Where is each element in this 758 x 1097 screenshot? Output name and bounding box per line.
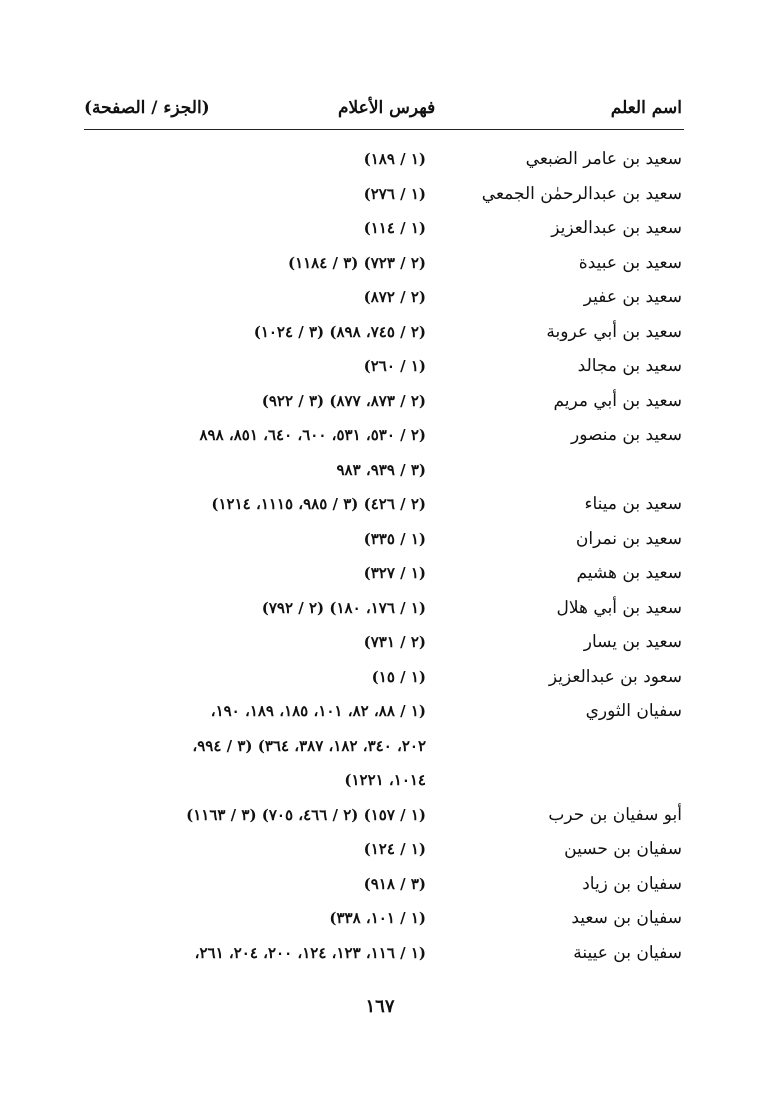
reference-line: (١ / ٨٨، ٨٢، ١٠١، ١٨٥، ١٨٩، ١٩٠،: [210, 702, 426, 720]
entry-references: [84, 384, 426, 419]
reference-line: (١ / ٢٦٠): [363, 357, 426, 375]
index-entry: [84, 487, 684, 522]
reference-line: (١ / ١٥): [371, 667, 426, 686]
index-entry: [84, 211, 684, 246]
header-divider: [84, 129, 684, 130]
entry-name: أبو سفيان بن حرب: [548, 804, 682, 825]
entry-name: سفيان بن زياد: [582, 873, 682, 894]
index-entry: [84, 522, 684, 557]
entry-name: سعيد بن عبيدة: [578, 252, 682, 273]
entry-references: [84, 522, 426, 557]
entry-references: [84, 936, 426, 971]
index-entry: [84, 177, 684, 212]
index-entry: [84, 591, 684, 626]
entry-name: سعيد بن منصور: [571, 425, 682, 445]
entry-name: سعيد بن نمران: [575, 528, 682, 549]
reference-line: (١ / ١٨٩): [363, 150, 426, 168]
reference-line: (٣ / ٩٣٩، ٩٨٣: [336, 460, 426, 479]
entry-references: [84, 901, 426, 936]
entry-name: سعود بن عبدالعزيز: [548, 666, 682, 687]
entry-references: [84, 211, 426, 246]
index-entry: [84, 660, 684, 695]
index-entry: [84, 142, 684, 177]
reference-line: (١ / ١٠١، ٣٣٨): [329, 909, 426, 927]
entry-references: [84, 591, 426, 626]
reference-line: ١٠١٤، ١٢٢١): [344, 771, 426, 789]
entry-references: [84, 556, 426, 591]
reference-line: (٢ / ٧٤٥، ٨٩٨) (٣ / ١٠٢٤): [253, 322, 426, 341]
entry-name: سعيد بن عامر الضبعي: [525, 149, 682, 169]
entry-references: [84, 694, 426, 798]
reference-line: (١ / ١٢٤): [363, 840, 426, 858]
index-entry: [84, 625, 684, 660]
reference-line: (٢ / ٨٧٣، ٨٧٧) (٣ / ٩٢٢): [261, 391, 426, 410]
index-entry: [84, 936, 684, 971]
reference-line: (١ / ٢٧٦): [363, 184, 426, 203]
index-entry: [84, 384, 684, 419]
reference-line: (١ / ١٧٦، ١٨٠) (٢ / ٧٩٢): [261, 598, 426, 617]
entry-references: [84, 798, 426, 833]
entry-name: سفيان بن حسين: [564, 839, 682, 859]
reference-line: (١ / ١٥٧) (٢ / ٤٦٦، ٧٠٥) (٣ / ١١٦٣): [186, 805, 426, 824]
reference-line: (٣ / ٩١٨): [363, 874, 426, 893]
page-title: فهرس الأعلام: [338, 98, 436, 118]
index-entry: [84, 349, 684, 384]
reference-line: (٢ / ٤٢٦) (٣ / ٩٨٥، ١١١٥، ١٢١٤): [211, 495, 426, 513]
entry-name: سعيد بن أبي هلال: [556, 597, 682, 618]
entry-references: [84, 142, 426, 177]
entry-name: سعيد بن يسار: [583, 632, 682, 652]
index-entry: [84, 867, 684, 902]
page-number: ١٦٧: [365, 996, 395, 1017]
entry-references: [84, 280, 426, 315]
entry-name: سعيد بن عبدالرحمٰن الجمعي: [481, 183, 682, 204]
entry-name: سعيد بن مجالد: [577, 356, 682, 376]
entry-references: [84, 315, 426, 350]
reference-line: (١ / ١١٦، ١٢٣، ١٢٤، ٢٠٠، ٢٠٤، ٢٦١،: [194, 943, 426, 962]
index-entry: [84, 315, 684, 350]
page-header: [84, 92, 684, 128]
entry-name: سعيد بن هشيم: [576, 563, 682, 583]
reference-line: (١ / ٣٢٧): [363, 564, 426, 582]
reference-line: (٢ / ٥٣٠، ٥٣١، ٦٠٠، ٦٤٠، ٨٥١، ٨٩٨: [199, 426, 426, 444]
index-entry: [84, 280, 684, 315]
entry-references: [84, 418, 426, 487]
reference-line: (٢ / ٧٢٣) (٣ / ١١٨٤): [287, 253, 426, 272]
index-entry: [84, 798, 684, 833]
index-entry: [84, 246, 684, 281]
index-entry: [84, 694, 684, 798]
reference-line: (١ / ١١٤): [363, 219, 426, 237]
entry-name: سعيد بن أبي مريم: [553, 390, 682, 411]
index-entry: [84, 832, 684, 867]
entry-references: [84, 246, 426, 281]
index-entry: [84, 418, 684, 487]
reference-line: (٢ / ٨٧٢): [363, 288, 426, 306]
entry-references: [84, 832, 426, 867]
index-entries: [84, 142, 684, 970]
reference-line: ٢٠٢، ٣٤٠، ١٨٢، ٣٨٧، ٣٦٤) (٣ / ٩٩٤،: [192, 736, 426, 755]
entry-references: [84, 867, 426, 902]
index-entry: [84, 556, 684, 591]
entry-name: سعيد بن أبي عروبة: [546, 321, 682, 342]
name-column-heading: اسم العلم: [610, 98, 682, 118]
entry-references: [84, 487, 426, 522]
reference-line: (١ / ٣٣٥): [363, 529, 426, 548]
entry-references: [84, 177, 426, 212]
entry-name: سعيد بن عبدالعزيز: [551, 218, 682, 238]
entry-name: سفيان الثوري: [585, 701, 682, 721]
entry-name: سفيان بن عيينة: [573, 942, 682, 963]
entry-name: سفيان بن سعيد: [571, 908, 682, 928]
reference-line: (٢ / ٧٣١): [363, 633, 426, 651]
entry-references: [84, 660, 426, 695]
entry-name: سعيد بن ميناء: [584, 494, 682, 514]
pages-column-heading: (الجزء / الصفحة): [84, 98, 210, 118]
index-entry: [84, 901, 684, 936]
entry-references: [84, 625, 426, 660]
entry-name: سعيد بن عفير: [583, 287, 682, 307]
entry-references: [84, 349, 426, 384]
